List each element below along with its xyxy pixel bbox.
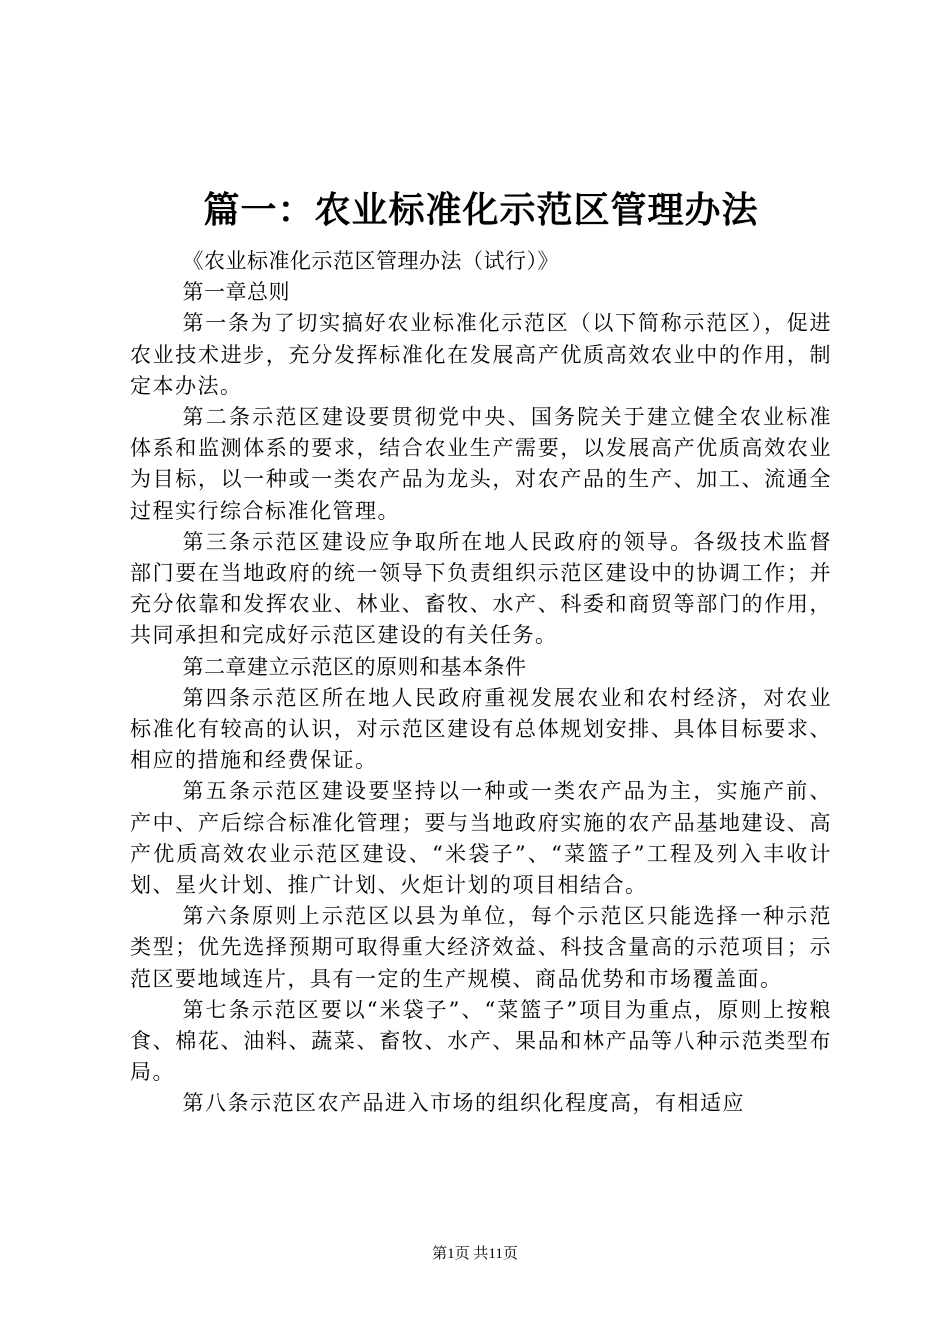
page-number-footer: 第1页 共11页 — [432, 1246, 518, 1262]
document-title: 篇一：农业标准化示范区管理办法 — [203, 189, 759, 231]
article-paragraph: 第四条示范区所在地人民政府重视发展农业和农村经济，对农业标准化有较高的认识，对示范区建设有总体规划安排、具体目标要求、相应的措施和经费保证。 — [130, 685, 832, 773]
article-paragraph: 第五条示范区建设要坚持以一种或一类农产品为主，实施产前、产中、产后综合标准化管理；要与当地政府实施的农产品基地建设、高产优质高效农业示范区建设、“米袋子”、“菜篮子”工程及列入丰收计划、星火计划、推广计划、火炬计划的项目相结合。 — [130, 779, 832, 898]
article-paragraph: 第八条示范区农产品进入市场的组织化程度高，有相适应 — [182, 1091, 745, 1116]
article-paragraph: 第七条示范区要以“米袋子”、“菜篮子”项目为重点，原则上按粮食、棉花、油料、蔬菜、畜牧、水产、果品和林产品等八种示范类型布局。 — [130, 997, 832, 1085]
article-paragraph: 第二条示范区建设要贯彻党中央、国务院关于建立健全农业标准体系和监测体系的要求，结合农业生产需要，以发展高产优质高效农业为目标，以一种或一类农产品为龙头，对农产品的生产、加工、流通全过程实行综合标准化管理。 — [130, 405, 832, 523]
article-paragraph: 第三条示范区建设应争取所在地人民政府的领导。各级技术监督部门要在当地政府的统一领导下负责组织示范区建设中的协调工作；并充分依靠和发挥农业、林业、畜牧、水产、科委和商贸等部门的作用，共同承担和完成好示范区建设的有关任务。 — [130, 529, 832, 648]
document-page — [130, 182, 832, 1120]
article-paragraph: 第六条原则上示范区以县为单位，每个示范区只能选择一种示范类型；优先选择预期可取得重大经济效益、科技含量高的示范项目；示范区要地域连片，具有一定的生产规模、商品优势和市场覆盖面。 — [130, 904, 832, 991]
chapter-heading: 第一章总则 — [182, 280, 290, 305]
article-paragraph: 第一条为了切实搞好农业标准化示范区（以下简称示范区），促进农业技术进步，充分发挥标准化在发展高产优质高效农业中的作用，制定本办法。 — [130, 311, 832, 398]
document-subtitle: 《农业标准化示范区管理办法（试行）》 — [182, 249, 559, 273]
chapter-heading: 第二章建立示范区的原则和基本条件 — [182, 654, 527, 679]
